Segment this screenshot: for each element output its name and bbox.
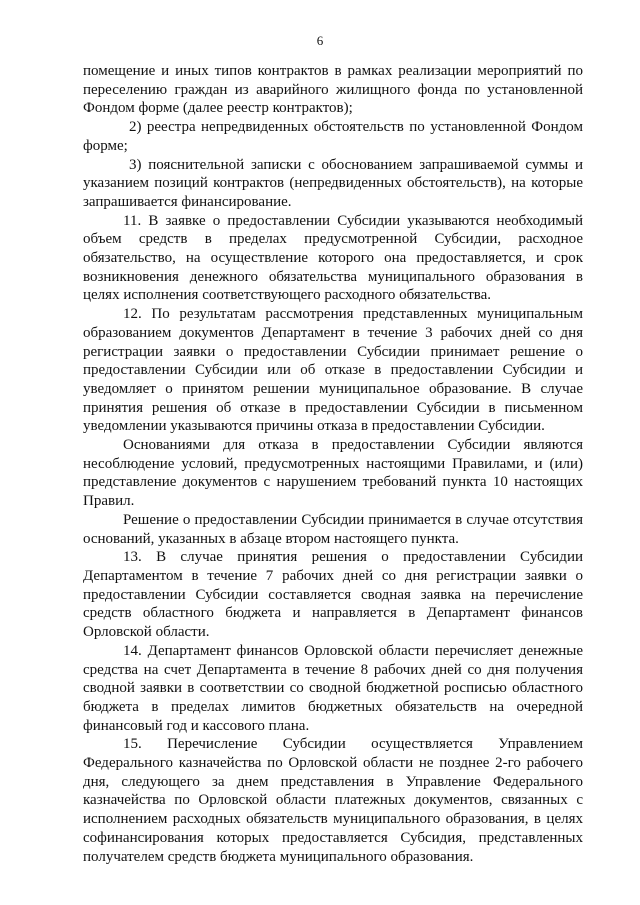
paragraph-item-2: 2) реестра непредвиденных обстоятельств по установленной Фондом форме; [83,119,583,154]
document-body [83,62,583,866]
paragraph-14: 14. Департамент финансов Орловской области перечисляет денежные средства на счет Департамента в течение 8 рабочих дней со дня получения сводной заявки в соответствии со сводной бюджетной росписью областного бюджета в пределах лимитов бюджетных обязательств на очередной финансовый год и кассового плана. [83,642,583,734]
paragraph-refusal-grounds: Основаниями для отказа в предоставлении Субсидии являются несоблюдение условий, предусмотренных настоящими Правилами, и (или) представление документов с нарушением требований пункта 10 настоящих Правил. [83,437,583,510]
paragraph-decision: Решение о предоставлении Субсидии принимается в случае отсутствия оснований, указанных в абзаце втором настоящего пункта. [83,511,583,547]
paragraph-continuation: помещение и иных типов контрактов в рамках реализации мероприятий по переселению граждан из аварийного жилищного фонда по установленной Фондом форме (далее реестр контрактов); [83,63,583,117]
paragraph-11: 11. В заявке о предоставлении Субсидии указываются необходимый объем средств в пределах предусмотренной Субсидии, расходное обязательство, на осуществление которого она предоставляется, и срок возникновения денежного обязательства муниципального образования в целях исполнения соответствующего расходного обязательства. [83,212,583,304]
paragraph-item-3: 3) пояснительной записки с обоснованием запрашиваемой суммы и указанием позиций контрактов (непредвиденных обстоятельств), на которые запрашивается финансирование. [83,156,583,210]
paragraph-15: 15. Перечисление Субсидии осуществляется Управлением Федерального казначейства по Орловской области не позднее 2-го рабочего дня, следующего за днем представления в Управление Федерального казначейства по Орловской области платежных документов, связанных с исполнением расходных обязательств муниципального образования, в целях софинансирования которых предоставляется Субсидия, представленных получателем средств бюджета муниципального образования. [83,736,583,865]
paragraph-13: 13. В случае принятия решения о предоставлении Субсидии Департаментом в течение 7 рабочих дней со дня регистрации заявки о предоставлении Субсидии составляется сводная заявка на перечисление средств областного бюджета и направляется в Департамент финансов Орловской области. [83,549,583,641]
paragraph-12: 12. По результатам рассмотрения представленных муниципальным образованием документов Департамент в течение 3 рабочих дней со дня регистрации заявки о предоставлении Субсидии принимает решение о предоставлении Субсидии или об отказе в предоставлении Субсидии и уведомляет о принятом решении муниципальное образование. В случае принятия решения об отказе в предоставлении Субсидии в письменном уведомлении указываются причины отказа в предоставлении Субсидии. [83,306,583,435]
page-number: 6 [316,33,324,48]
